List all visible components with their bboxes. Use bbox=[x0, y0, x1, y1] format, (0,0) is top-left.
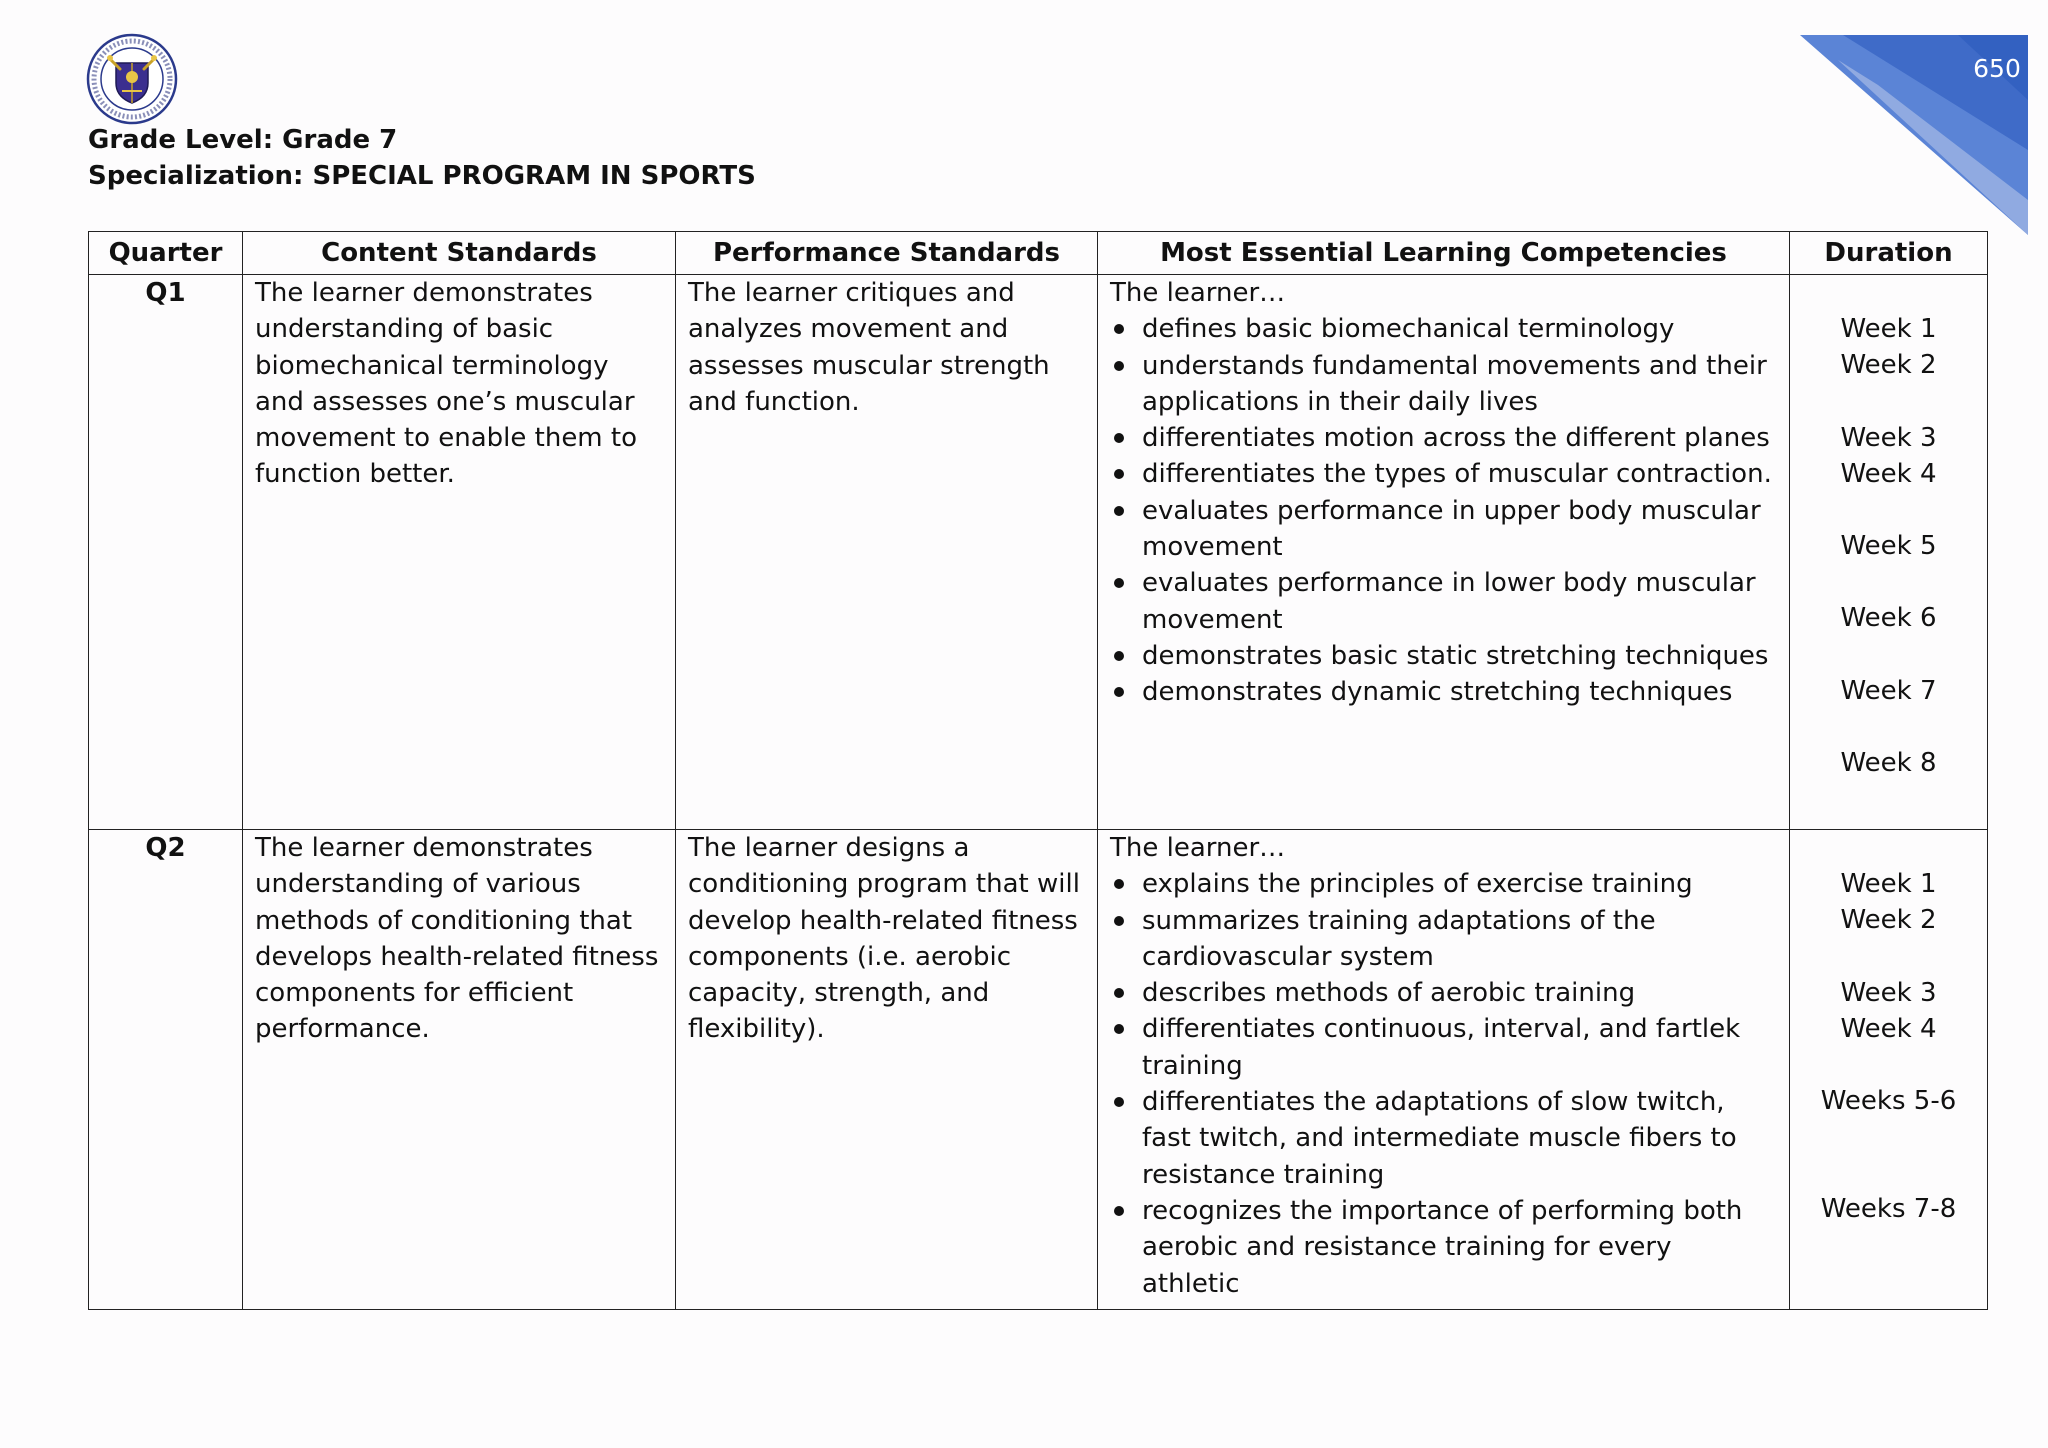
corner-decoration bbox=[1728, 0, 2048, 240]
quarter-cell: Q1 bbox=[89, 275, 243, 830]
duration-cell bbox=[1790, 830, 1988, 1310]
duration-item: Week 5 bbox=[1840, 531, 1937, 562]
duration-item: Week 3 bbox=[1840, 977, 1937, 1008]
table-row bbox=[89, 275, 1988, 830]
competency-list bbox=[1110, 311, 1777, 710]
duration-item: Week 2 bbox=[1840, 350, 1937, 381]
list-item: understands fundamental movements and their applications in their daily lives bbox=[1110, 348, 1777, 421]
list-item: evaluates performance in upper body muscular movement bbox=[1110, 493, 1777, 566]
curriculum-table bbox=[88, 231, 1988, 1310]
content-standard-cell: The learner demonstrates understanding of various methods of conditioning that develops health-related fitness components for efficient performance. bbox=[243, 830, 676, 1310]
list-item: recognizes the importance of performing both aerobic and resistance training for every athletic bbox=[1110, 1193, 1777, 1302]
competencies-cell bbox=[1098, 830, 1790, 1310]
column-header-competencies: Most Essential Learning Competencies bbox=[1098, 232, 1790, 275]
list-item: evaluates performance in lower body muscular movement bbox=[1110, 565, 1777, 638]
list-item: describes methods of aerobic training bbox=[1110, 975, 1777, 1011]
list-item: demonstrates dynamic stretching techniques bbox=[1110, 674, 1777, 710]
performance-standard-cell: The learner designs a conditioning program that will develop health-related fitness components (i.e. aerobic capacity, strength, and flexibility). bbox=[676, 830, 1098, 1310]
list-item: differentiates the types of muscular contraction. bbox=[1110, 456, 1777, 492]
performance-standard-cell: The learner critiques and analyzes movement and assesses muscular strength and function. bbox=[676, 275, 1098, 830]
competencies-intro: The learner… bbox=[1110, 278, 1286, 308]
column-header-duration: Duration bbox=[1790, 232, 1988, 275]
page-number: 650 bbox=[1973, 54, 2021, 83]
list-item: differentiates motion across the different planes bbox=[1110, 420, 1777, 456]
grade-level-heading: Grade Level: Grade 7 bbox=[88, 125, 398, 155]
column-header-performance-standards: Performance Standards bbox=[676, 232, 1098, 275]
duration-item: Week 3 bbox=[1840, 422, 1937, 453]
competency-list bbox=[1110, 866, 1777, 1302]
list-item: defines basic biomechanical terminology bbox=[1110, 311, 1777, 347]
duration-item: Week 7 bbox=[1840, 675, 1937, 706]
deped-seal-logo bbox=[86, 33, 178, 125]
specialization-heading: Specialization: SPECIAL PROGRAM IN SPORTS bbox=[88, 161, 756, 191]
content-standard-cell: The learner demonstrates understanding of basic biomechanical terminology and assesses one’s muscular movement to enable them to function better. bbox=[243, 275, 676, 830]
duration-item: Weeks 7-8 bbox=[1820, 1194, 1957, 1225]
duration-item: Week 4 bbox=[1840, 458, 1937, 489]
duration-item: Week 6 bbox=[1840, 603, 1937, 634]
list-item: explains the principles of exercise training bbox=[1110, 866, 1777, 902]
competencies-cell bbox=[1098, 275, 1790, 830]
table-header-row bbox=[89, 232, 1988, 275]
duration-item: Week 1 bbox=[1840, 314, 1937, 344]
table-row bbox=[89, 830, 1988, 1310]
duration-item: Weeks 5-6 bbox=[1820, 1086, 1957, 1117]
duration-item: Week 1 bbox=[1840, 869, 1937, 899]
column-header-quarter: Quarter bbox=[89, 232, 243, 275]
list-item: summarizes training adaptations of the cardiovascular system bbox=[1110, 903, 1777, 976]
duration-cell bbox=[1790, 275, 1988, 830]
list-item: differentiates continuous, interval, and fartlek training bbox=[1110, 1011, 1777, 1084]
duration-item: Week 8 bbox=[1840, 748, 1937, 779]
duration-item: Week 2 bbox=[1840, 905, 1937, 936]
competencies-intro: The learner… bbox=[1110, 833, 1286, 863]
list-item: differentiates the adaptations of slow twitch, fast twitch, and intermediate muscle fibers to resistance training bbox=[1110, 1084, 1777, 1193]
quarter-cell: Q2 bbox=[89, 830, 243, 1310]
duration-item: Week 4 bbox=[1840, 1013, 1937, 1044]
column-header-content-standards: Content Standards bbox=[243, 232, 676, 275]
list-item: demonstrates basic static stretching techniques bbox=[1110, 638, 1777, 674]
